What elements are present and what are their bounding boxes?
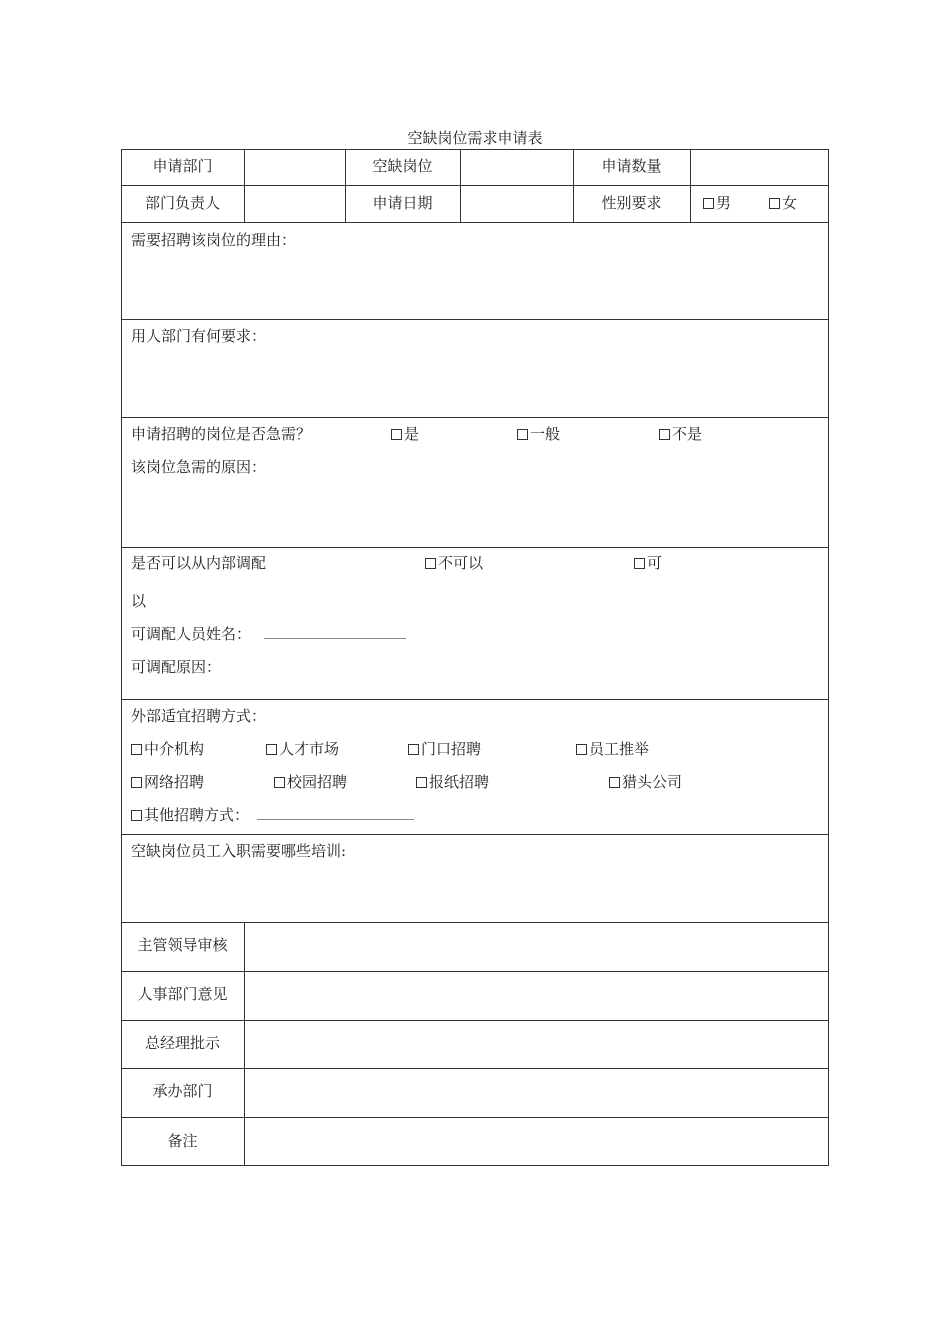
external-option-other[interactable]	[131, 804, 249, 825]
transfer-name-blank[interactable]	[264, 638, 406, 639]
external-option-headhunter[interactable]	[609, 771, 682, 792]
manager-label: 部门负责人	[144, 194, 220, 212]
row-divider	[121, 185, 829, 186]
checkbox-icon	[408, 744, 419, 755]
external-option-label: 猎头公司	[622, 773, 683, 791]
row-divider	[121, 971, 829, 972]
vacancy-label: 空缺岗位	[372, 157, 433, 175]
urgent-no-option[interactable]	[659, 423, 702, 444]
urgent-yes-label: 是	[404, 425, 420, 443]
row-divider	[121, 922, 829, 923]
external-option-label: 网络招聘	[144, 773, 205, 791]
form-table	[121, 149, 829, 1166]
external-option-talent-market[interactable]	[266, 738, 339, 759]
training-label: 空缺岗位员工入职需要哪些培训:	[131, 842, 347, 860]
row-divider	[121, 834, 829, 835]
external-option-label: 校园招聘	[287, 773, 348, 791]
urgent-question: 申请招聘的岗位是否急需？	[131, 425, 312, 443]
vacancy-input[interactable]	[463, 152, 574, 184]
row-divider	[121, 1020, 829, 1021]
urgent-yes-option[interactable]	[391, 423, 419, 444]
internal-no-label: 不可以	[438, 554, 484, 572]
approval-label-hr: 人事部门意见	[137, 985, 228, 1003]
internal-yes-label-wrap: 以	[131, 592, 147, 610]
checkbox-icon	[576, 744, 587, 755]
urgent-normal-label: 一般	[530, 425, 561, 443]
internal-question: 是否可以从内部调配	[131, 554, 267, 572]
requirements-label: 用人部门有何要求：	[131, 327, 267, 345]
dept-label: 申请部门	[152, 157, 213, 175]
row-divider	[121, 547, 829, 548]
checkbox-icon	[609, 777, 620, 788]
external-option-walkin[interactable]	[408, 738, 481, 759]
row-divider	[121, 699, 829, 700]
gender-male-label: 男	[716, 194, 732, 212]
dept-input[interactable]	[247, 152, 346, 184]
urgent-no-label: 不是	[672, 425, 703, 443]
external-label: 外部适宜招聘方式：	[131, 707, 267, 725]
external-option-label: 员工推举	[589, 740, 650, 758]
external-option-label: 其他招聘方式：	[144, 806, 250, 824]
checkbox-icon	[769, 198, 780, 209]
row-divider	[121, 222, 829, 223]
row-divider	[121, 1117, 829, 1118]
approval-label-gm: 总经理批示	[144, 1034, 220, 1052]
urgent-reason-label: 该岗位急需的原因：	[131, 458, 267, 476]
external-option-online[interactable]	[131, 771, 204, 792]
gender-female-option[interactable]	[769, 192, 797, 213]
checkbox-icon	[634, 558, 645, 569]
col-divider	[690, 149, 691, 222]
approval-label-handling-dept: 承办部门	[152, 1082, 213, 1100]
col-divider	[244, 149, 245, 222]
reason-label: 需要招聘该岗位的理由：	[131, 231, 297, 249]
checkbox-icon	[266, 744, 277, 755]
external-option-referral[interactable]	[576, 738, 649, 759]
row-divider	[121, 1068, 829, 1069]
col-divider	[244, 922, 245, 1166]
manager-input[interactable]	[247, 188, 346, 221]
checkbox-icon	[425, 558, 436, 569]
transfer-reason-label: 可调配原因：	[131, 658, 222, 676]
internal-yes-label: 可	[647, 554, 663, 572]
checkbox-icon	[391, 429, 402, 440]
checkbox-icon	[131, 777, 142, 788]
external-option-label: 中介机构	[144, 740, 205, 758]
quantity-input[interactable]	[693, 152, 829, 184]
checkbox-icon	[517, 429, 528, 440]
col-divider	[460, 149, 461, 222]
quantity-label: 申请数量	[601, 157, 662, 175]
external-option-campus[interactable]	[274, 771, 347, 792]
checkbox-icon	[416, 777, 427, 788]
external-option-newspaper[interactable]	[416, 771, 489, 792]
checkbox-icon	[131, 810, 142, 821]
external-option-label: 人才市场	[279, 740, 340, 758]
external-option-agency[interactable]	[131, 738, 204, 759]
internal-no-option[interactable]	[425, 552, 483, 573]
form-title: 空缺岗位需求申请表	[407, 129, 543, 147]
checkbox-icon	[703, 198, 714, 209]
gender-male-option[interactable]	[703, 192, 731, 213]
checkbox-icon	[131, 744, 142, 755]
date-input[interactable]	[463, 188, 574, 221]
external-option-label: 报纸招聘	[429, 773, 490, 791]
other-method-blank[interactable]	[257, 819, 414, 820]
checkbox-icon	[659, 429, 670, 440]
approval-label-remarks: 备注	[167, 1132, 198, 1150]
row-divider	[121, 417, 829, 418]
external-option-label: 门口招聘	[421, 740, 482, 758]
gender-label: 性别要求	[601, 194, 662, 212]
checkbox-icon	[274, 777, 285, 788]
transfer-name-label: 可调配人员姓名：	[131, 625, 252, 643]
urgent-normal-option[interactable]	[517, 423, 560, 444]
date-label: 申请日期	[372, 194, 433, 212]
internal-yes-option[interactable]	[634, 552, 662, 573]
approval-label-supervisor: 主管领导审核	[137, 936, 228, 954]
gender-female-label: 女	[782, 194, 798, 212]
row-divider	[121, 319, 829, 320]
